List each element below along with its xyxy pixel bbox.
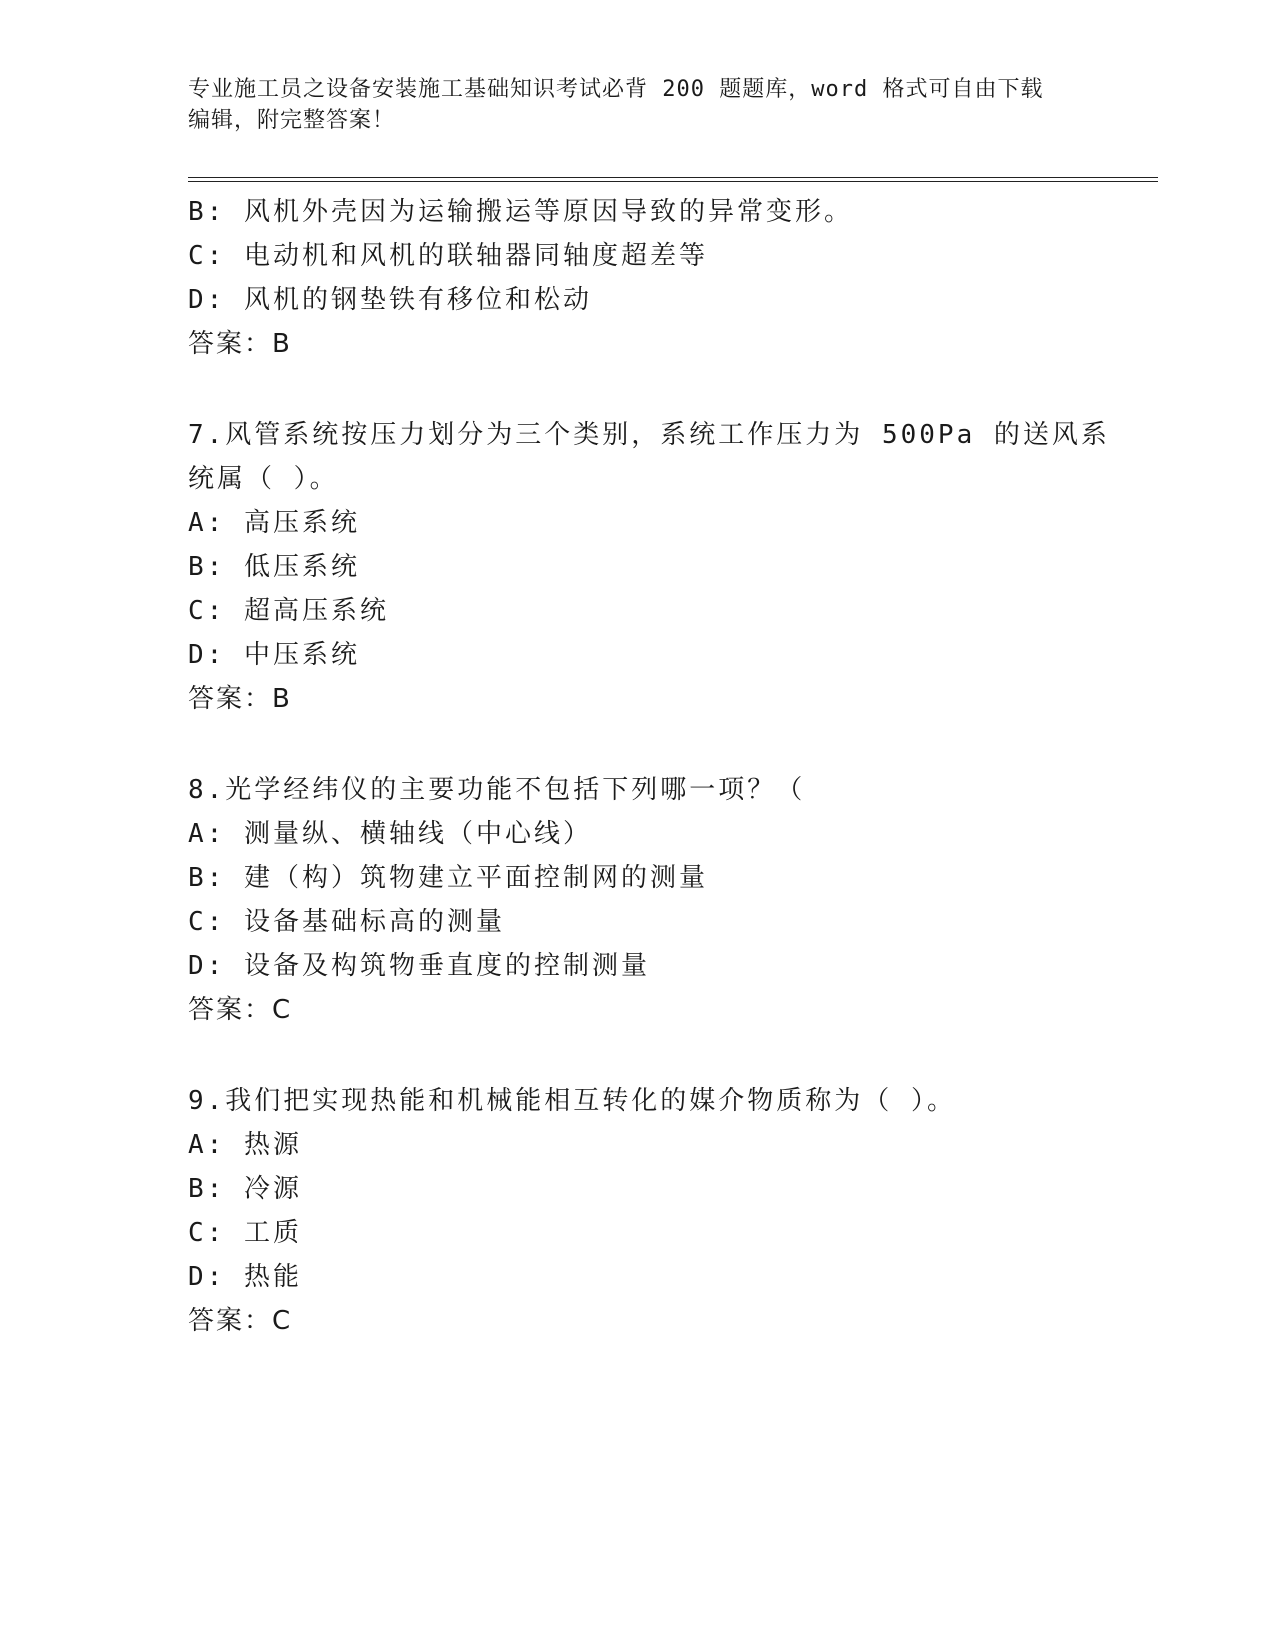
option-c: C: 工质 [188,1218,302,1248]
header-rule-bottom [188,181,1158,182]
option-b: B: 风机外壳因为运输搬运等原因导致的异常变形。 [188,197,853,227]
option-c: C: 电动机和风机的联轴器同轴度超差等 [188,241,708,271]
spacer [188,366,1088,413]
spacer [188,1032,1088,1079]
spacer [188,721,1088,768]
question-stem: 8.光学经纬仪的主要功能不包括下列哪一项？（ [188,775,806,805]
option-b: B: 低压系统 [188,552,360,582]
question-stem: 9.我们把实现热能和机械能相互转化的媒介物质称为（ ）。 [188,1086,956,1116]
document-body [188,190,1110,1343]
option-a: A: 热源 [188,1130,302,1160]
option-c: C: 设备基础标高的测量 [188,907,505,937]
header-line-1: 专业施工员之设备安装施工基础知识考试必背 200 题题库，word 格式可自由下载 [188,77,1044,102]
question-6-continued [188,190,1088,366]
option-a: A: 高压系统 [188,508,360,538]
option-d: D: 中压系统 [188,640,360,670]
option-c: C: 超高压系统 [188,596,389,626]
answer: 答案：C [188,995,293,1025]
answer: 答案：B [188,329,292,359]
answer: 答案：C [188,1306,293,1336]
option-d: D: 风机的钢垫铁有移位和松动 [188,285,592,315]
question-7 [188,413,1110,721]
document-header [188,74,1088,136]
option-a: A: 测量纵、横轴线（中心线） [188,819,592,849]
question-9 [188,1079,1088,1343]
option-b: B: 建（构）筑物建立平面控制网的测量 [188,863,708,893]
answer: 答案：B [188,684,292,714]
header-line-2: 编辑，附完整答案！ [188,108,396,133]
option-d: D: 热能 [188,1262,302,1292]
question-stem: 7.风管系统按压力划分为三个类别，系统工作压力为 500Pa 的送风系 [188,420,1110,450]
question-8 [188,768,1088,1032]
option-b: B: 冷源 [188,1174,302,1204]
question-stem-continued: 统属（ ）。 [188,464,339,494]
option-d: D: 设备及构筑物垂直度的控制测量 [188,951,650,981]
header-rule-top [188,177,1158,178]
